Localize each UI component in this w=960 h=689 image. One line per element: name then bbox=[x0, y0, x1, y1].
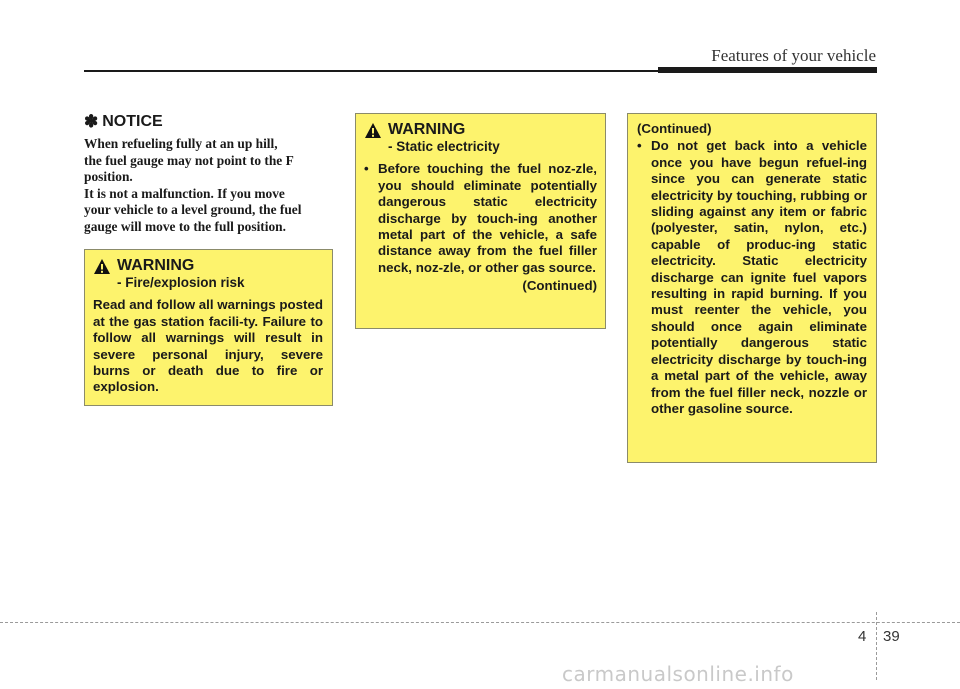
warning-text: Read and follow all warnings posted at the gas station facili-ty. Failure to follow all warnings will result in severe personal injury, severe burns or death due to fire or explosion. bbox=[93, 297, 323, 395]
notice-line: the fuel gauge may not point to the F bbox=[84, 152, 294, 168]
warning-title: WARNING bbox=[117, 257, 195, 275]
warning-subtitle: - Fire/explosion risk bbox=[117, 275, 245, 290]
notice-line: your vehicle to a level ground, the fuel bbox=[84, 202, 302, 217]
header-rule-tab bbox=[658, 67, 877, 73]
warning-title: WARNING bbox=[388, 121, 466, 139]
bullet-dot-icon: • bbox=[364, 161, 369, 177]
warning-box-static-continued bbox=[627, 113, 877, 463]
footer-rule bbox=[0, 622, 960, 623]
bullet-text: Before touching the fuel noz-zle, you should eliminate potentially dangerous static electricity discharge by touch-ing another metal part of the vehicle, a safe distance away from the fuel filler neck, noz-zle, or other gas source. bbox=[378, 161, 597, 275]
page-header-title: Features of your vehicle bbox=[711, 46, 876, 65]
continued-label: (Continued) bbox=[637, 121, 712, 136]
page-chapter: 4 bbox=[858, 628, 867, 645]
notice-line: gauge will move to the full position. bbox=[84, 218, 286, 234]
header-rule bbox=[84, 70, 658, 72]
warning-box-fire bbox=[84, 249, 333, 406]
notice-body bbox=[84, 136, 336, 235]
continued-label: (Continued) bbox=[522, 278, 597, 294]
watermark: carmanualsonline.info bbox=[562, 662, 794, 686]
notice-section bbox=[84, 112, 336, 235]
warning-heading bbox=[93, 258, 323, 275]
warning-triangle-icon bbox=[364, 122, 382, 139]
notice-line: When refueling fully at an up hill, bbox=[84, 136, 278, 151]
warning-triangle-icon bbox=[93, 258, 111, 275]
warning-box-static bbox=[355, 113, 606, 329]
notice-line: It is not a malfunction. If you move bbox=[84, 185, 285, 201]
notice-line: position. bbox=[84, 169, 133, 184]
notice-heading bbox=[84, 112, 336, 132]
warning-bullet bbox=[637, 138, 867, 417]
notice-title: NOTICE bbox=[102, 113, 163, 130]
bullet-dot-icon: • bbox=[637, 138, 642, 154]
warning-heading bbox=[364, 122, 597, 139]
footer-divider bbox=[876, 612, 877, 680]
page-number: 39 bbox=[883, 628, 900, 645]
warning-subtitle: - Static electricity bbox=[388, 139, 500, 154]
notice-star-icon: ✽ bbox=[84, 112, 99, 131]
bullet-text: Do not get back into a vehicle once you have begun refuel-ing since you can generate static electricity by touching, rubbing or sliding against any item or fabric (polyester, satin, nylon, etc.) capable of produc-ing static electricity. Static electricity discharge can ignite fuel vapors resulting in rapid burning. If you must reenter the vehicle, you should once again eliminate potentially dangerous static electricity discharge by touch-ing a metal part of the vehicle, away from the fuel filler neck, nozzle or other gasoline source. bbox=[651, 138, 867, 416]
warning-bullet bbox=[364, 161, 597, 276]
